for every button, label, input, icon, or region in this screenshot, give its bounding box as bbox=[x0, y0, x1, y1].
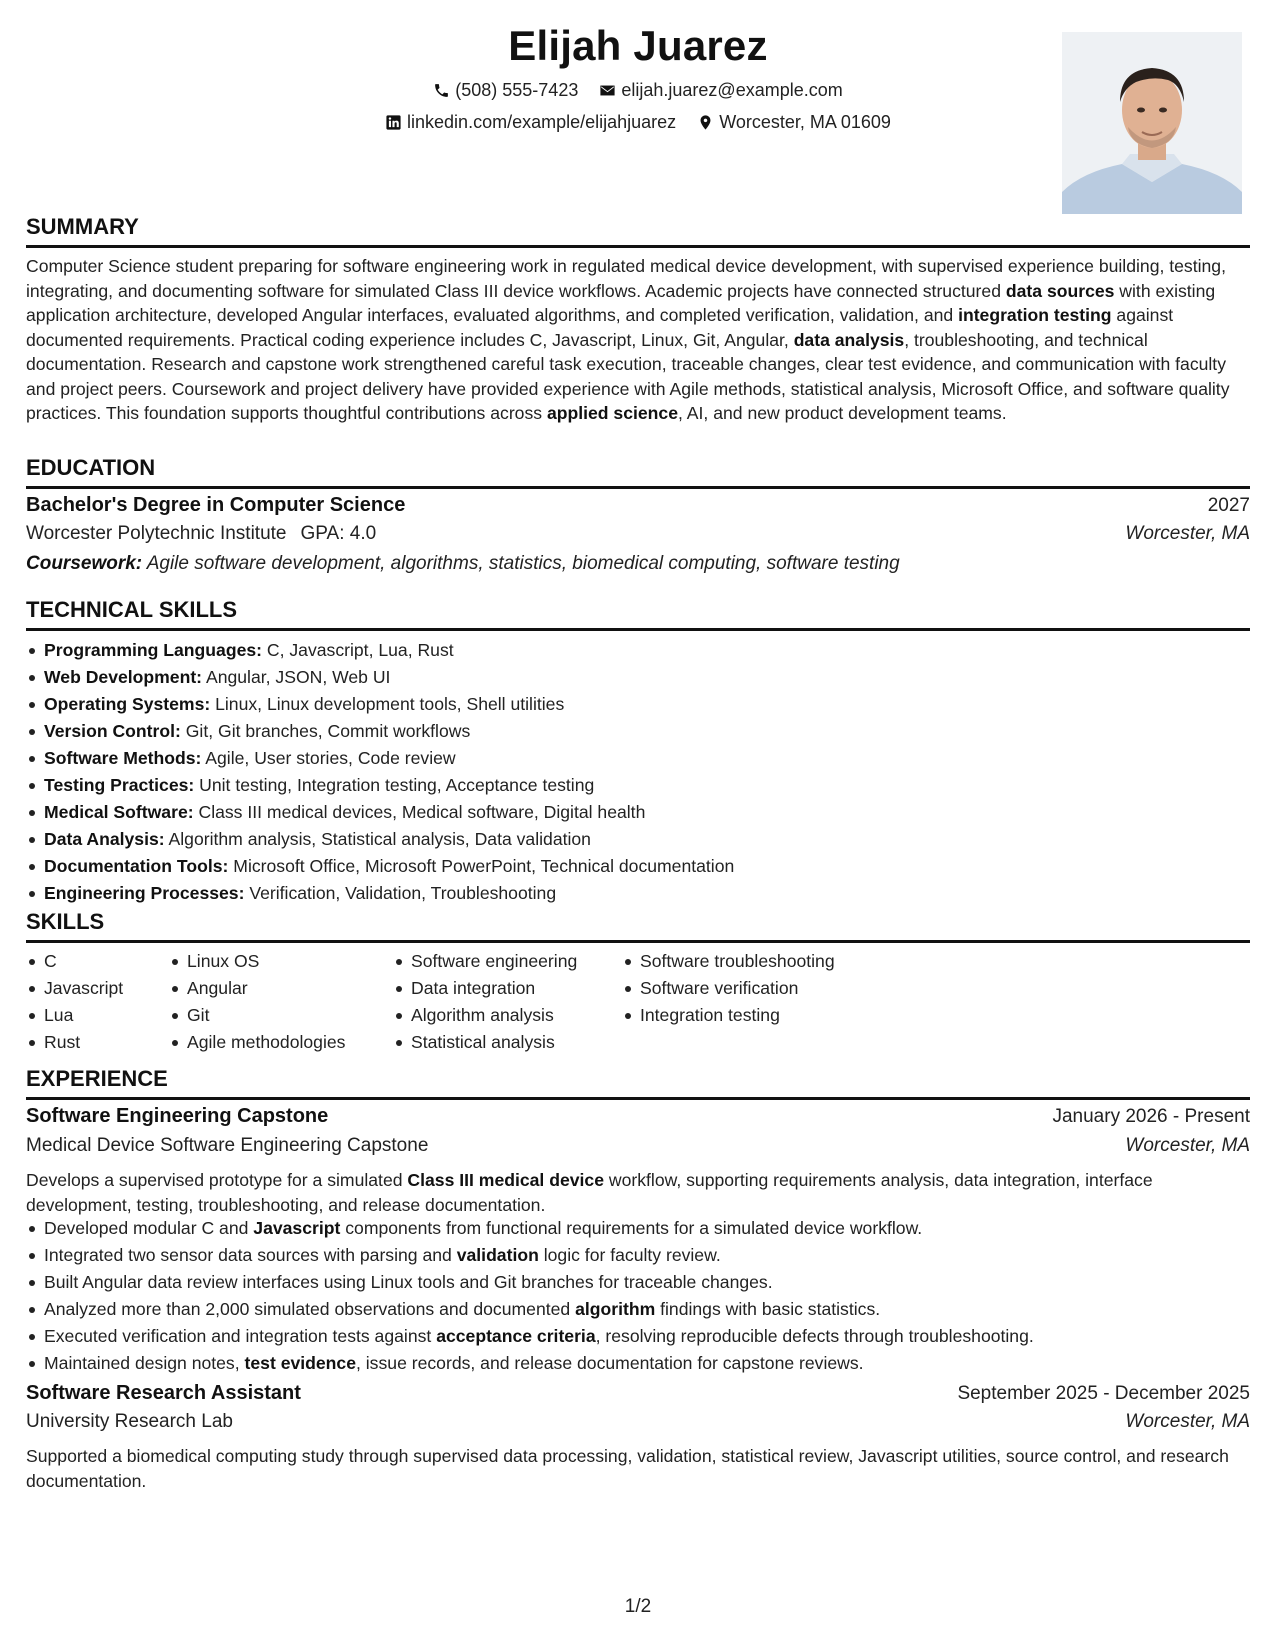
resume-page bbox=[26, 0, 1250, 1650]
job-2-header bbox=[26, 1382, 1250, 1405]
job-2-description bbox=[26, 1444, 1250, 1493]
text-run: , AI, and new product development teams. bbox=[678, 403, 1007, 423]
technical-skill-item bbox=[44, 745, 1268, 772]
phone-number: (508) 555-7423 bbox=[455, 80, 579, 100]
technical-skill-item bbox=[44, 799, 1268, 826]
map-pin-icon bbox=[697, 114, 714, 131]
email-contact[interactable] bbox=[599, 80, 842, 101]
coursework-list: Agile software development, algorithms, statistics, biomedical computing, software testing bbox=[146, 553, 900, 574]
skill-category-values: Git, Git branches, Commit workflows bbox=[180, 721, 471, 741]
skill-category-label: Web Development: bbox=[44, 667, 203, 687]
skill-category-values: Agile, User stories, Code review bbox=[201, 748, 456, 768]
skill-category-label: Engineering Processes: bbox=[44, 883, 245, 903]
text-run: Developed modular C and bbox=[44, 1218, 254, 1238]
phone-icon bbox=[433, 82, 450, 99]
text-run: components from functional requirements for a simulated device workflow. bbox=[340, 1218, 923, 1238]
degree-title: Bachelor's Degree in Computer Science bbox=[26, 494, 406, 516]
school-location: Worcester, MA bbox=[1125, 523, 1250, 544]
job-organization: University Research Lab bbox=[26, 1411, 233, 1432]
technical-skill-item bbox=[44, 853, 1268, 880]
technical-skill-item bbox=[44, 772, 1268, 799]
skills-column bbox=[169, 948, 393, 1056]
graduation-year: 2027 bbox=[1207, 495, 1250, 516]
school-name: Worcester Polytechnic Institute bbox=[26, 523, 287, 544]
technical-skill-item bbox=[44, 880, 1268, 907]
emphasized-text: data sources bbox=[1005, 280, 1115, 301]
profile-photo bbox=[1062, 32, 1242, 214]
experience-bullet bbox=[44, 1350, 1268, 1377]
emphasized-text: applied science bbox=[546, 403, 678, 423]
technical-skill-item bbox=[44, 691, 1268, 718]
phone-contact bbox=[433, 80, 578, 101]
experience-bullet bbox=[44, 1215, 1268, 1242]
job-dates: January 2026 - Present bbox=[1052, 1106, 1250, 1127]
experience-heading: EXPERIENCE bbox=[26, 1066, 1250, 1100]
skill-category-values: Linux, Linux development tools, Shell utilities bbox=[210, 694, 565, 714]
gpa: GPA: 4.0 bbox=[300, 523, 377, 544]
technical-skill-item bbox=[44, 718, 1268, 745]
emphasized-text: integration testing bbox=[958, 305, 1112, 325]
text-run: Integrated two sensor data sources with parsing and bbox=[44, 1245, 457, 1265]
skills-columns bbox=[26, 948, 1250, 1056]
skill-category-values: Class III medical devices, Medical software, Digital health bbox=[193, 802, 646, 822]
text-run: Executed verification and integration tests against bbox=[44, 1326, 437, 1346]
linkedin-icon bbox=[385, 114, 402, 131]
skill-item: Javascript bbox=[44, 975, 169, 1002]
experience-bullet bbox=[44, 1296, 1268, 1323]
skill-item: Algorithm analysis bbox=[411, 1002, 622, 1029]
skill-category-label: Operating Systems: bbox=[44, 694, 211, 714]
skill-category-label: Software Methods: bbox=[44, 748, 202, 768]
skill-item: Data integration bbox=[411, 975, 622, 1002]
emphasized-text: data analysis bbox=[793, 329, 905, 350]
emphasized-text: validation bbox=[456, 1245, 539, 1265]
job-location: Worcester, MA bbox=[1125, 1411, 1250, 1432]
job-1-org-row bbox=[26, 1135, 1250, 1157]
text-run: with existing application architecture, developed Angular interfaces, evaluated algorithms, and completed verification, validation, and bbox=[26, 280, 1216, 325]
technical-skills-list bbox=[26, 637, 1268, 907]
technical-skills-heading: TECHNICAL SKILLS bbox=[26, 597, 1250, 631]
coursework-line bbox=[26, 553, 1250, 575]
summary-text bbox=[26, 254, 1250, 426]
text-run: Computer Science student preparing for software engineering work in regulated medical device development, with supervised experience building, testing, integrating, and documenting software for simulated Class III device workflows. Academic projects have connected structured bbox=[26, 256, 1226, 301]
text-run: findings with basic statistics. bbox=[655, 1299, 881, 1319]
candidate-name: Elijah Juarez bbox=[508, 22, 768, 69]
coursework-label: Coursework: bbox=[26, 553, 143, 574]
emphasized-text: algorithm bbox=[575, 1299, 656, 1319]
technical-skill-item bbox=[44, 637, 1268, 664]
skill-item: Linux OS bbox=[187, 948, 393, 975]
skill-category-label: Data Analysis: bbox=[44, 829, 165, 849]
education-row-2 bbox=[26, 523, 1250, 545]
linkedin-contact[interactable] bbox=[385, 112, 676, 133]
skill-item: Git bbox=[187, 1002, 393, 1029]
page-number: 1/2 bbox=[624, 1596, 652, 1617]
job-2-org-row bbox=[26, 1411, 1250, 1433]
skill-item: Integration testing bbox=[640, 1002, 880, 1029]
skill-item: Statistical analysis bbox=[411, 1029, 622, 1056]
text-run: Supported a biomedical computing study through supervised data processing, validation, statistical review, Javascript utilities, source control, and research documentation. bbox=[26, 1446, 1229, 1491]
skill-category-values: Unit testing, Integration testing, Acceptance testing bbox=[194, 775, 595, 795]
text-run: , troubleshooting, and technical documentation. Research and capstone work strengthened careful task execution, traceable changes, clear test evidence, and communication with faculty and project peers. Coursework and project delivery have provided experience with Agile methods, statistical analysis, Microsoft Office, and software quality practices. This foundation supports thoughtful contributions across bbox=[26, 329, 1230, 423]
text-run: , resolving reproducible defects through troubleshooting. bbox=[595, 1326, 1034, 1346]
text-run: , issue records, and release documentation for capstone reviews. bbox=[356, 1353, 864, 1373]
skill-item: Angular bbox=[187, 975, 393, 1002]
skill-category-values: C, Javascript, Lua, Rust bbox=[262, 640, 454, 660]
job-dates: September 2025 - December 2025 bbox=[957, 1383, 1250, 1404]
skill-item: Software verification bbox=[640, 975, 880, 1002]
education-heading: EDUCATION bbox=[26, 455, 1250, 489]
experience-bullet bbox=[44, 1323, 1268, 1350]
emphasized-text: Javascript bbox=[253, 1218, 341, 1238]
text-run: Built Angular data review interfaces using Linux tools and Git branches for traceable changes. bbox=[44, 1272, 773, 1292]
email-address[interactable]: elijah.juarez@example.com bbox=[621, 80, 843, 100]
job-title: Software Engineering Capstone bbox=[26, 1105, 329, 1127]
job-location: Worcester, MA bbox=[1125, 1135, 1250, 1156]
technical-skill-item bbox=[44, 826, 1268, 853]
skill-category-label: Medical Software: bbox=[44, 802, 194, 822]
emphasized-text: Class III medical device bbox=[407, 1170, 604, 1190]
resume-header bbox=[26, 0, 1250, 220]
skill-item: Rust bbox=[44, 1029, 169, 1056]
envelope-icon bbox=[599, 82, 616, 99]
skills-column bbox=[393, 948, 622, 1056]
experience-bullet bbox=[44, 1269, 1268, 1296]
skill-category-values: Verification, Validation, Troubleshooting bbox=[244, 883, 557, 903]
skill-category-label: Programming Languages: bbox=[44, 640, 262, 660]
summary-heading: SUMMARY bbox=[26, 214, 1250, 248]
skill-category-values: Microsoft Office, Microsoft PowerPoint, Technical documentation bbox=[228, 856, 735, 876]
education-row-1 bbox=[26, 494, 1250, 517]
job-1-header bbox=[26, 1105, 1250, 1128]
skill-item: Agile methodologies bbox=[187, 1029, 393, 1056]
skill-category-values: Angular, JSON, Web UI bbox=[202, 667, 391, 687]
skill-category-label: Testing Practices: bbox=[44, 775, 195, 795]
skill-category-label: Version Control: bbox=[44, 721, 181, 741]
school-line bbox=[26, 523, 376, 545]
text-run: Maintained design notes, bbox=[44, 1353, 245, 1373]
skills-heading: SKILLS bbox=[26, 909, 1250, 943]
skill-item: C bbox=[44, 948, 169, 975]
text-run: workflow, supporting requirements analysis, data integration, interface development, testing, troubleshooting, and release documentation. bbox=[26, 1170, 1153, 1215]
skill-category-label: Documentation Tools: bbox=[44, 856, 229, 876]
linkedin-url[interactable]: linkedin.com/example/elijahjuarez bbox=[407, 112, 677, 132]
technical-skill-item bbox=[44, 664, 1268, 691]
job-organization: Medical Device Software Engineering Capstone bbox=[26, 1135, 429, 1156]
skills-column bbox=[622, 948, 880, 1056]
job-1-bullets bbox=[26, 1215, 1268, 1377]
skill-item: Lua bbox=[44, 1002, 169, 1029]
skill-item: Software engineering bbox=[411, 948, 622, 975]
location-text: Worcester, MA 01609 bbox=[719, 112, 891, 132]
text-run: logic for faculty review. bbox=[538, 1245, 721, 1265]
location-contact bbox=[697, 112, 891, 133]
skills-column bbox=[26, 948, 169, 1056]
emphasized-text: acceptance criteria bbox=[436, 1326, 596, 1346]
emphasized-text: test evidence bbox=[244, 1353, 356, 1373]
job-title: Software Research Assistant bbox=[26, 1382, 301, 1404]
text-run: against documented requirements. Practical coding experience includes C, Javascript, Linux, Git, Angular, bbox=[26, 305, 1174, 350]
experience-bullet bbox=[44, 1242, 1268, 1269]
job-1-description bbox=[26, 1168, 1250, 1217]
text-run: Analyzed more than 2,000 simulated observations and documented bbox=[44, 1299, 576, 1319]
text-run: Develops a supervised prototype for a simulated bbox=[26, 1170, 408, 1190]
skill-category-values: Algorithm analysis, Statistical analysis, Data validation bbox=[164, 829, 591, 849]
skill-item: Software troubleshooting bbox=[640, 948, 880, 975]
